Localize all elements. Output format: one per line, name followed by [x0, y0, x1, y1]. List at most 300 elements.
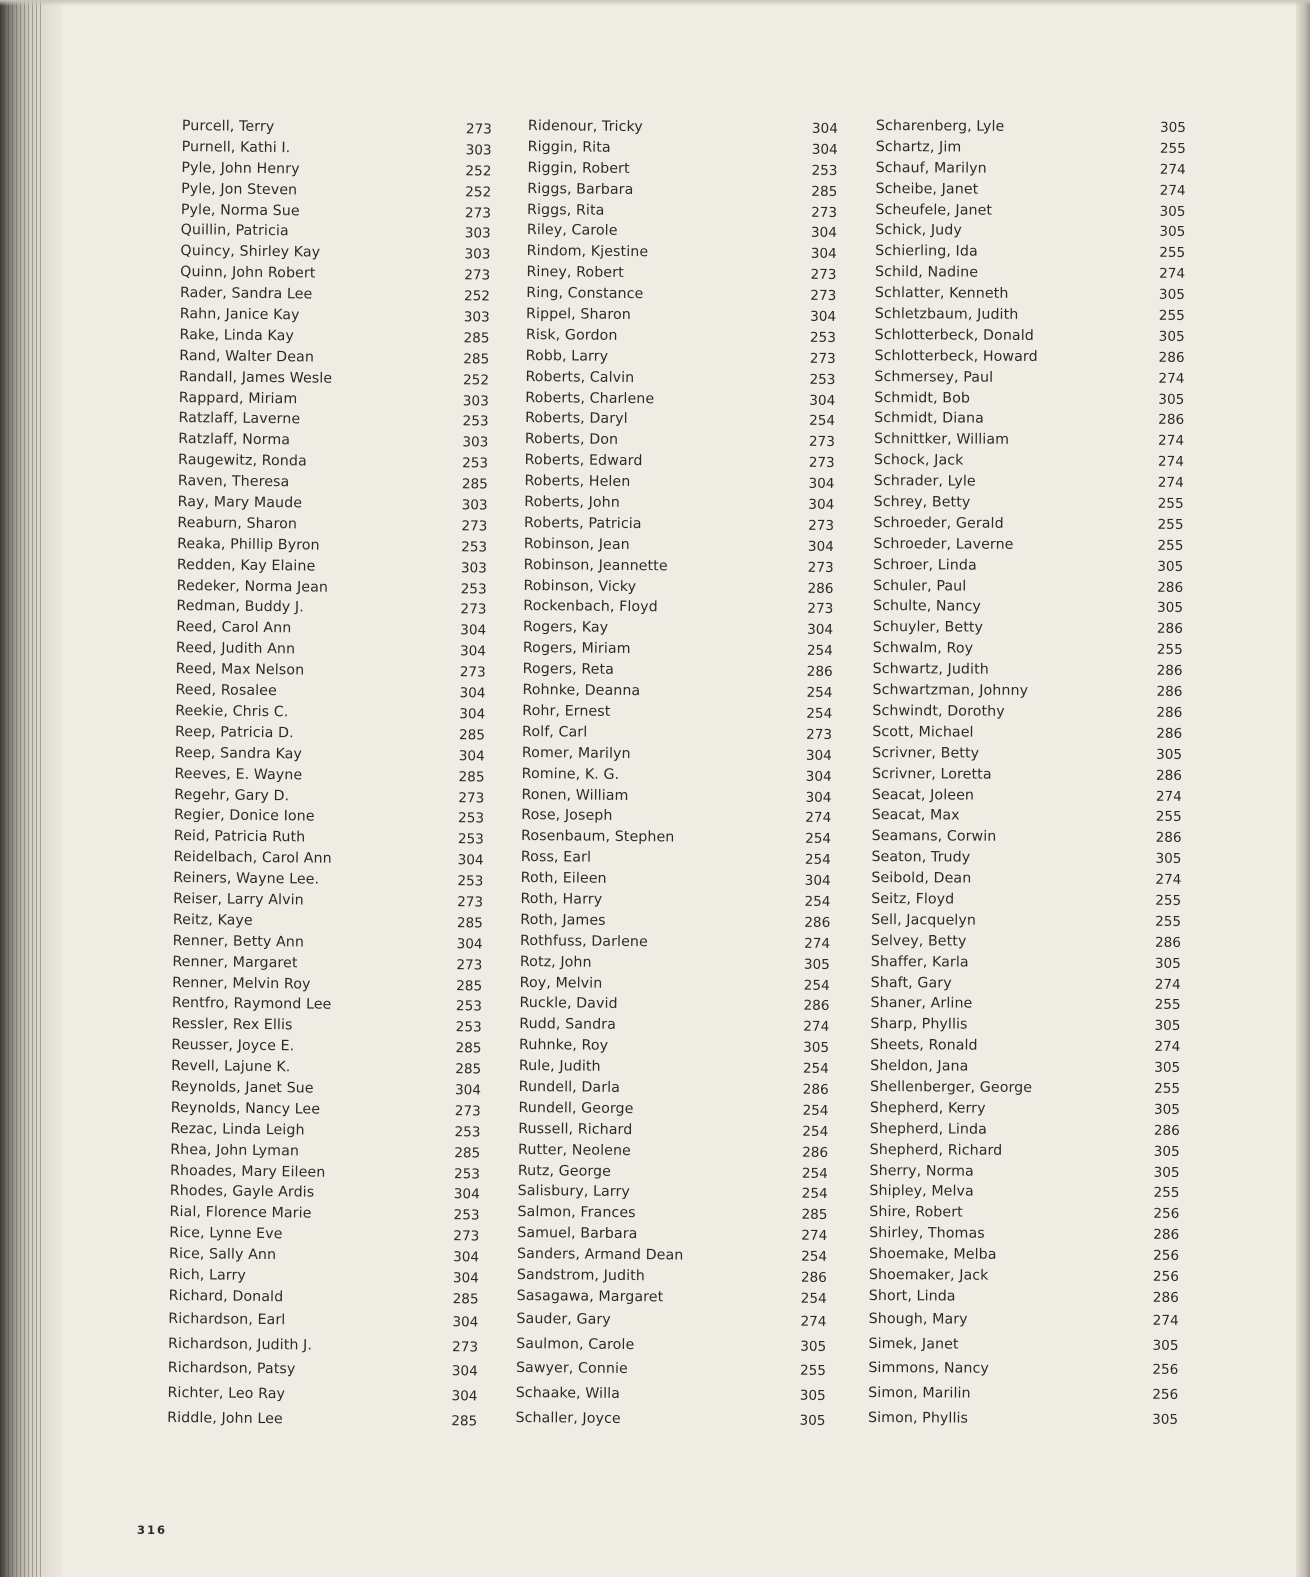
- index-entry: [519, 1035, 829, 1059]
- entry-page-number: 253: [809, 371, 836, 388]
- entry-name: Reekie, Chris C.: [175, 702, 289, 721]
- entry-page-number: 303: [465, 142, 492, 159]
- entry-page-number: 274: [1154, 976, 1181, 993]
- index-entry: [517, 1223, 827, 1247]
- entry-page-number: 273: [464, 267, 491, 284]
- right-page-edge: [1296, 0, 1310, 1577]
- entry-name: Reitz, Kaye: [172, 911, 253, 929]
- entry-name: Randall, James Wesle: [178, 368, 333, 387]
- entry-page-number: 254: [804, 851, 831, 869]
- index-entry: [524, 555, 834, 579]
- index-entry: [521, 847, 831, 871]
- entry-name: Scheufele, Janet: [875, 201, 993, 219]
- index-entry: [873, 617, 1183, 640]
- entry-name: Quinn, John Robert: [180, 264, 316, 282]
- entry-name: Simon, Marilin: [868, 1385, 971, 1402]
- entry-name: Schaake, Willa: [515, 1385, 621, 1403]
- entry-page-number: 274: [1159, 265, 1186, 283]
- index-entry: [168, 1307, 478, 1335]
- entry-page-number: 304: [808, 475, 835, 493]
- entry-page-number: 273: [807, 601, 834, 618]
- entry-page-number: 286: [1156, 683, 1183, 700]
- index-entry: [870, 1056, 1180, 1079]
- entry-name: Salmon, Frances: [517, 1204, 636, 1222]
- entry-page-number: 305: [803, 956, 830, 973]
- entry-name: Schmersey, Paul: [874, 368, 994, 386]
- index-entry: [525, 450, 835, 474]
- entry-name: Rosenbaum, Stephen: [521, 828, 675, 846]
- entry-page-number: 304: [807, 538, 834, 555]
- entry-page-number: 304: [807, 622, 834, 639]
- entry-page-number: 253: [453, 1165, 481, 1182]
- entry-page-number: 305: [1153, 1164, 1180, 1181]
- entry-name: Regier, Donice Ione: [173, 807, 315, 825]
- entry-page-number: 255: [1155, 913, 1182, 930]
- entry-page-number: 274: [1155, 871, 1182, 888]
- entry-name: Rockenbach, Floyd: [523, 598, 658, 616]
- index-entry: [874, 388, 1184, 411]
- entry-name: Ronen, William: [521, 786, 629, 804]
- entry-name: Rake, Linda Kay: [179, 326, 294, 345]
- entry-name: Schulte, Nancy: [872, 598, 982, 616]
- entry-name: Riggin, Robert: [527, 159, 630, 177]
- index-entry: [522, 701, 832, 725]
- entry-name: Ratzlaff, Laverne: [178, 410, 301, 428]
- entry-page-number: 304: [811, 120, 838, 137]
- entry-page-number: 304: [454, 1082, 482, 1099]
- entry-name: Shoemaker, Jack: [868, 1266, 989, 1284]
- entry-page-number: 285: [455, 1040, 482, 1057]
- index-entry: [868, 1332, 1178, 1359]
- entry-name: Schmidt, Diana: [874, 410, 984, 428]
- entry-name: Robb, Larry: [525, 347, 609, 365]
- entry-name: Saulmon, Carole: [516, 1335, 635, 1353]
- index-entry: [523, 596, 833, 620]
- entry-page-number: 304: [805, 789, 832, 806]
- entry-page-number: 273: [807, 559, 834, 576]
- entry-page-number: 304: [810, 225, 837, 242]
- index-entry: [869, 1307, 1179, 1334]
- entry-page-number: 285: [456, 977, 483, 994]
- index-entry: [516, 1381, 826, 1409]
- entry-page-number: 286: [800, 1269, 827, 1286]
- index-entry: [873, 555, 1183, 578]
- index-entry: [869, 1181, 1179, 1204]
- entry-name: Purnell, Kathi I.: [181, 138, 291, 157]
- entry-page-number: 274: [803, 1018, 830, 1036]
- index-entry: [871, 972, 1181, 995]
- entry-name: Rappard, Miriam: [178, 389, 298, 407]
- entry-page-number: 285: [458, 768, 485, 786]
- entry-page-number: 255: [1158, 307, 1185, 324]
- entry-page-number: 304: [457, 852, 484, 869]
- entry-page-number: 274: [1155, 788, 1182, 805]
- entry-page-number: 253: [462, 455, 489, 472]
- entry-name: Rotz, John: [519, 953, 592, 971]
- entry-page-number: 255: [1154, 1080, 1181, 1097]
- entry-page-number: 273: [453, 1228, 480, 1245]
- entry-name: Rogers, Kay: [523, 619, 609, 637]
- entry-page-number: 273: [457, 894, 484, 911]
- entry-page-number: 286: [1153, 1122, 1180, 1139]
- entry-page-number: 305: [1156, 746, 1183, 763]
- index-entry: [518, 1160, 828, 1184]
- entry-page-number: 305: [803, 1039, 830, 1057]
- entry-name: Sheets, Ronald: [870, 1037, 978, 1054]
- entry-name: Pyle, Norma Sue: [180, 201, 300, 219]
- entry-page-number: 252: [465, 163, 492, 180]
- entry-page-number: 255: [1159, 245, 1186, 262]
- entry-name: Schrey, Betty: [873, 494, 971, 511]
- entry-page-number: 304: [458, 747, 485, 765]
- index-entry: [875, 304, 1185, 327]
- index-entry: [521, 826, 831, 850]
- entry-page-number: 286: [806, 663, 833, 681]
- entry-name: Quillin, Patricia: [180, 222, 289, 240]
- entry-page-number: 304: [805, 747, 832, 764]
- index-entry: [873, 596, 1183, 619]
- entry-name: Rhodes, Gayle Ardis: [169, 1183, 315, 1201]
- entry-page-number: 305: [1156, 600, 1184, 617]
- entry-page-number: 273: [452, 1338, 479, 1355]
- entry-page-number: 304: [810, 246, 837, 263]
- index-entry: [873, 638, 1183, 661]
- entry-name: Roth, Harry: [520, 890, 603, 908]
- entry-name: Shaft, Gary: [870, 974, 952, 991]
- entry-name: Riggin, Rita: [527, 138, 611, 156]
- entry-name: Schuyler, Betty: [872, 619, 984, 637]
- entry-page-number: 253: [460, 580, 487, 598]
- index-entry: [875, 283, 1185, 306]
- entry-page-number: 304: [452, 1313, 479, 1331]
- entry-name: Sherry, Norma: [869, 1162, 974, 1180]
- entry-name: Roberts, Daryl: [525, 410, 628, 428]
- entry-page-number: 254: [802, 1123, 829, 1140]
- entry-page-number: 253: [454, 1123, 481, 1141]
- entry-page-number: 305: [1158, 328, 1185, 345]
- entry-name: Schild, Nadine: [874, 264, 979, 281]
- entry-name: Rice, Lynne Eve: [169, 1225, 283, 1243]
- index-entry: [872, 743, 1182, 766]
- entry-name: Reaburn, Sharon: [177, 514, 298, 533]
- entry-page-number: 305: [1154, 1059, 1181, 1076]
- entry-name: Schroeder, Laverne: [873, 535, 1014, 553]
- index-entry: [521, 784, 831, 808]
- entry-page-number: 305: [1153, 1101, 1180, 1118]
- index-entry: [520, 952, 830, 976]
- entry-name: Raven, Theresa: [177, 473, 290, 491]
- entry-page-number: 286: [804, 914, 831, 931]
- entry-page-number: 303: [464, 225, 491, 242]
- index-entry: [872, 805, 1182, 828]
- entry-name: Schuler, Paul: [873, 577, 967, 595]
- entry-name: Robinson, Vicky: [523, 577, 637, 595]
- entry-name: Ruhnke, Roy: [519, 1037, 609, 1054]
- index-entry: [875, 200, 1185, 223]
- index-entry: [519, 1014, 829, 1038]
- entry-page-number: 273: [809, 350, 836, 367]
- index-column-3: [868, 116, 1186, 1433]
- entry-name: Shepherd, Linda: [869, 1120, 987, 1138]
- index-entry: [875, 325, 1185, 348]
- entry-name: Scrivner, Loretta: [871, 765, 992, 783]
- entry-page-number: 304: [460, 622, 487, 639]
- entry-page-number: 274: [1159, 161, 1186, 178]
- entry-page-number: 254: [803, 977, 830, 994]
- entry-name: Reidelbach, Carol Ann: [173, 849, 332, 867]
- entry-name: Rippel, Sharon: [526, 306, 631, 324]
- entry-page-number: 256: [1152, 1268, 1179, 1285]
- entry-page-number: 255: [1155, 892, 1182, 909]
- entry-name: Shoemake, Melba: [868, 1246, 997, 1263]
- entry-page-number: 253: [457, 831, 484, 848]
- entry-page-number: 254: [809, 413, 836, 430]
- entry-name: Purcell, Terry: [181, 117, 275, 136]
- index-entry: [870, 1077, 1180, 1100]
- entry-page-number: 254: [805, 830, 832, 848]
- entry-name: Renner, Margaret: [172, 953, 298, 971]
- entry-page-number: 274: [1158, 433, 1185, 450]
- index-entry: [516, 1332, 826, 1360]
- entry-name: Schaller, Joyce: [515, 1409, 621, 1427]
- entry-page-number: 304: [451, 1363, 478, 1380]
- entry-name: Shaffer, Karla: [870, 953, 969, 971]
- index-entry: [869, 1265, 1179, 1288]
- entry-name: Ressler, Rex Ellis: [171, 1016, 293, 1034]
- entry-page-number: 256: [1153, 1247, 1180, 1264]
- entry-name: Revell, Lajune K.: [171, 1058, 291, 1076]
- entry-page-number: 286: [1158, 412, 1185, 429]
- index-entry: [523, 576, 833, 600]
- entry-name: Roberts, Don: [524, 431, 619, 449]
- entry-name: Reiser, Larry Alvin: [173, 890, 304, 909]
- index-entry: [524, 471, 834, 495]
- index-entry: [517, 1286, 827, 1310]
- entry-name: Riggs, Rita: [527, 201, 605, 219]
- entry-name: Sharp, Phyllis: [870, 1016, 968, 1033]
- index-entry: [873, 576, 1183, 599]
- entry-page-number: 305: [1154, 1018, 1181, 1035]
- index-entry: [518, 1181, 828, 1205]
- entry-name: Rich, Larry: [168, 1266, 247, 1284]
- entry-name: Riney, Robert: [526, 264, 624, 282]
- index-entry: [522, 764, 832, 788]
- entry-page-number: 273: [460, 601, 487, 618]
- entry-page-number: 304: [459, 706, 486, 723]
- entry-page-number: 255: [1157, 516, 1184, 533]
- index-entry: [522, 722, 832, 746]
- entry-name: Reynolds, Nancy Lee: [170, 1099, 321, 1118]
- entry-page-number: 286: [1156, 704, 1183, 721]
- entry-page-number: 304: [453, 1249, 480, 1266]
- entry-name: Rial, Florence Marie: [169, 1204, 312, 1222]
- entry-name: Redeker, Norma Jean: [176, 577, 329, 596]
- index-entry: [524, 534, 834, 558]
- index-entry: [871, 931, 1181, 954]
- entry-name: Scrivner, Betty: [872, 744, 980, 762]
- entry-name: Rothfuss, Darlene: [520, 932, 648, 950]
- index-entry: [872, 722, 1182, 745]
- entry-name: Reed, Judith Ann: [175, 640, 296, 658]
- entry-page-number: 273: [806, 726, 833, 743]
- entry-page-number: 274: [805, 810, 832, 827]
- entry-name: Schwindt, Dorothy: [872, 702, 1005, 720]
- entry-name: Schmidt, Bob: [874, 389, 971, 407]
- index-entry: [869, 1286, 1179, 1309]
- entry-name: Simon, Phyllis: [867, 1409, 969, 1427]
- index-entry: [519, 993, 829, 1017]
- entry-page-number: 305: [1158, 391, 1185, 408]
- entry-name: Schock, Jack: [873, 452, 964, 469]
- entry-name: Romine, K. G.: [521, 765, 620, 783]
- entry-page-number: 274: [1158, 370, 1185, 387]
- entry-name: Schwartz, Judith: [872, 661, 989, 678]
- entry-page-number: 256: [1153, 1206, 1180, 1223]
- index-entry: [524, 492, 834, 516]
- index-entry: [871, 868, 1181, 891]
- entry-name: Richard, Donald: [168, 1287, 284, 1306]
- entry-name: Rindom, Kjestine: [526, 243, 649, 261]
- entry-page-number: 303: [464, 246, 491, 263]
- index-entry: [523, 617, 833, 641]
- entry-name: Seamans, Corwin: [871, 828, 997, 846]
- entry-page-number: 286: [802, 1144, 829, 1161]
- index-entry: [873, 534, 1183, 557]
- entry-page-number: 286: [1152, 1289, 1179, 1306]
- entry-name: Robinson, Jean: [523, 535, 630, 553]
- entry-name: Scheibe, Janet: [875, 180, 979, 198]
- entry-name: Roberts, Edward: [524, 452, 643, 470]
- entry-page-number: 304: [451, 1388, 478, 1405]
- entry-page-number: 305: [1154, 955, 1181, 972]
- entry-page-number: 286: [1157, 579, 1184, 596]
- entry-page-number: 304: [809, 392, 836, 409]
- entry-name: Simmons, Nancy: [868, 1360, 989, 1378]
- entry-page-number: 254: [801, 1248, 828, 1266]
- entry-name: Schlatter, Kenneth: [874, 285, 1009, 302]
- entry-page-number: 304: [805, 768, 832, 785]
- entry-page-number: 285: [461, 476, 488, 493]
- index-entry: [869, 1244, 1179, 1267]
- index-entry: [870, 1098, 1180, 1121]
- entry-page-number: 305: [799, 1387, 826, 1405]
- entry-name: Sheldon, Jana: [870, 1058, 969, 1075]
- entry-page-number: 274: [1159, 182, 1186, 199]
- entry-name: Rudd, Sandra: [519, 1016, 617, 1034]
- entry-name: Rule, Judith: [518, 1058, 601, 1075]
- entry-page-number: 286: [803, 998, 830, 1015]
- entry-name: Roberts, Charlene: [525, 389, 655, 407]
- entry-page-number: 253: [461, 539, 488, 556]
- index-entry: [868, 1356, 1178, 1383]
- entry-page-number: 305: [1155, 850, 1182, 868]
- entry-name: Rand, Walter Dean: [179, 347, 315, 366]
- entry-name: Reid, Patricia Ruth: [173, 828, 306, 846]
- entry-name: Ray, Mary Maude: [177, 494, 303, 512]
- entry-name: Seaton, Trudy: [871, 849, 971, 866]
- entry-page-number: 255: [1157, 495, 1184, 512]
- entry-name: Renner, Melvin Roy: [172, 974, 311, 993]
- entry-name: Schick, Judy: [875, 222, 962, 239]
- index-entry: [871, 993, 1181, 1016]
- entry-page-number: 255: [1157, 537, 1184, 554]
- entry-name: Rader, Sandra Lee: [179, 285, 313, 303]
- entry-name: Rezac, Linda Leigh: [170, 1120, 305, 1139]
- page-edges: [0, 0, 44, 1577]
- entry-page-number: 274: [801, 1227, 828, 1245]
- entry-page-number: 254: [806, 684, 833, 701]
- entry-name: Schrader, Lyle: [873, 473, 976, 490]
- entry-page-number: 254: [806, 705, 833, 722]
- index-entry: [527, 220, 837, 244]
- entry-name: Reynolds, Janet Sue: [170, 1078, 314, 1097]
- entry-page-number: 304: [459, 685, 486, 702]
- entry-name: Schlotterbeck, Howard: [874, 347, 1038, 365]
- entry-name: Schroeder, Gerald: [873, 514, 1004, 532]
- index-entry: [871, 910, 1181, 933]
- entry-page-number: 305: [1152, 1411, 1179, 1428]
- entry-page-number: 256: [1152, 1362, 1179, 1379]
- index-entry: [168, 1356, 478, 1384]
- entry-name: Reed, Rosalee: [175, 682, 277, 700]
- entry-page-number: 286: [1156, 621, 1183, 638]
- entry-name: Seibold, Dean: [871, 870, 972, 887]
- entry-page-number: 254: [801, 1186, 828, 1203]
- index-entry: [875, 220, 1185, 243]
- entry-page-number: 303: [461, 497, 488, 514]
- index-entry: [520, 931, 830, 955]
- entry-name: Reep, Patricia D.: [174, 723, 294, 742]
- index-entry: [518, 1140, 828, 1164]
- entry-page-number: 254: [802, 1060, 829, 1078]
- entry-page-number: 255: [1153, 1185, 1180, 1202]
- entry-page-number: 286: [1154, 934, 1182, 951]
- index-entry: [519, 1077, 829, 1101]
- entry-name: Ruckle, David: [519, 995, 618, 1013]
- index-entry: [876, 116, 1186, 139]
- entry-page-number: 286: [1153, 1226, 1180, 1244]
- entry-name: Schlotterbeck, Donald: [874, 326, 1034, 344]
- entry-name: Romer, Marilyn: [521, 744, 631, 762]
- page-number: 316: [137, 1523, 168, 1537]
- entry-page-number: 305: [800, 1338, 827, 1355]
- entry-name: Ridenour, Tricky: [527, 117, 643, 136]
- entry-name: Redman, Buddy J.: [176, 598, 304, 616]
- entry-page-number: 273: [454, 1103, 481, 1120]
- entry-name: Schroer, Linda: [873, 556, 977, 574]
- entry-page-number: 285: [455, 1061, 482, 1078]
- entry-name: Risk, Gordon: [525, 326, 618, 344]
- entry-name: Rogers, Reta: [522, 661, 615, 679]
- entry-name: Sauder, Gary: [516, 1310, 611, 1328]
- entry-page-number: 304: [459, 643, 487, 660]
- entry-name: Rogers, Miriam: [522, 640, 631, 658]
- entry-name: Schnittker, William: [873, 431, 1010, 449]
- entry-name: Sanders, Armand Dean: [516, 1246, 684, 1264]
- entry-name: Rutz, George: [517, 1162, 612, 1180]
- index-entry: [520, 910, 830, 934]
- entry-name: Richardson, Judith J.: [167, 1335, 313, 1354]
- entry-page-number: 253: [462, 413, 489, 430]
- entry-page-number: 253: [455, 1019, 482, 1036]
- entry-page-number: 274: [800, 1313, 827, 1330]
- entry-name: Shipley, Melva: [869, 1183, 974, 1201]
- entry-page-number: 273: [459, 664, 486, 681]
- entry-page-number: 273: [461, 518, 488, 535]
- entry-page-number: 273: [458, 789, 485, 806]
- entry-name: Pyle, Jon Steven: [181, 180, 298, 198]
- index-entry: [167, 1406, 477, 1434]
